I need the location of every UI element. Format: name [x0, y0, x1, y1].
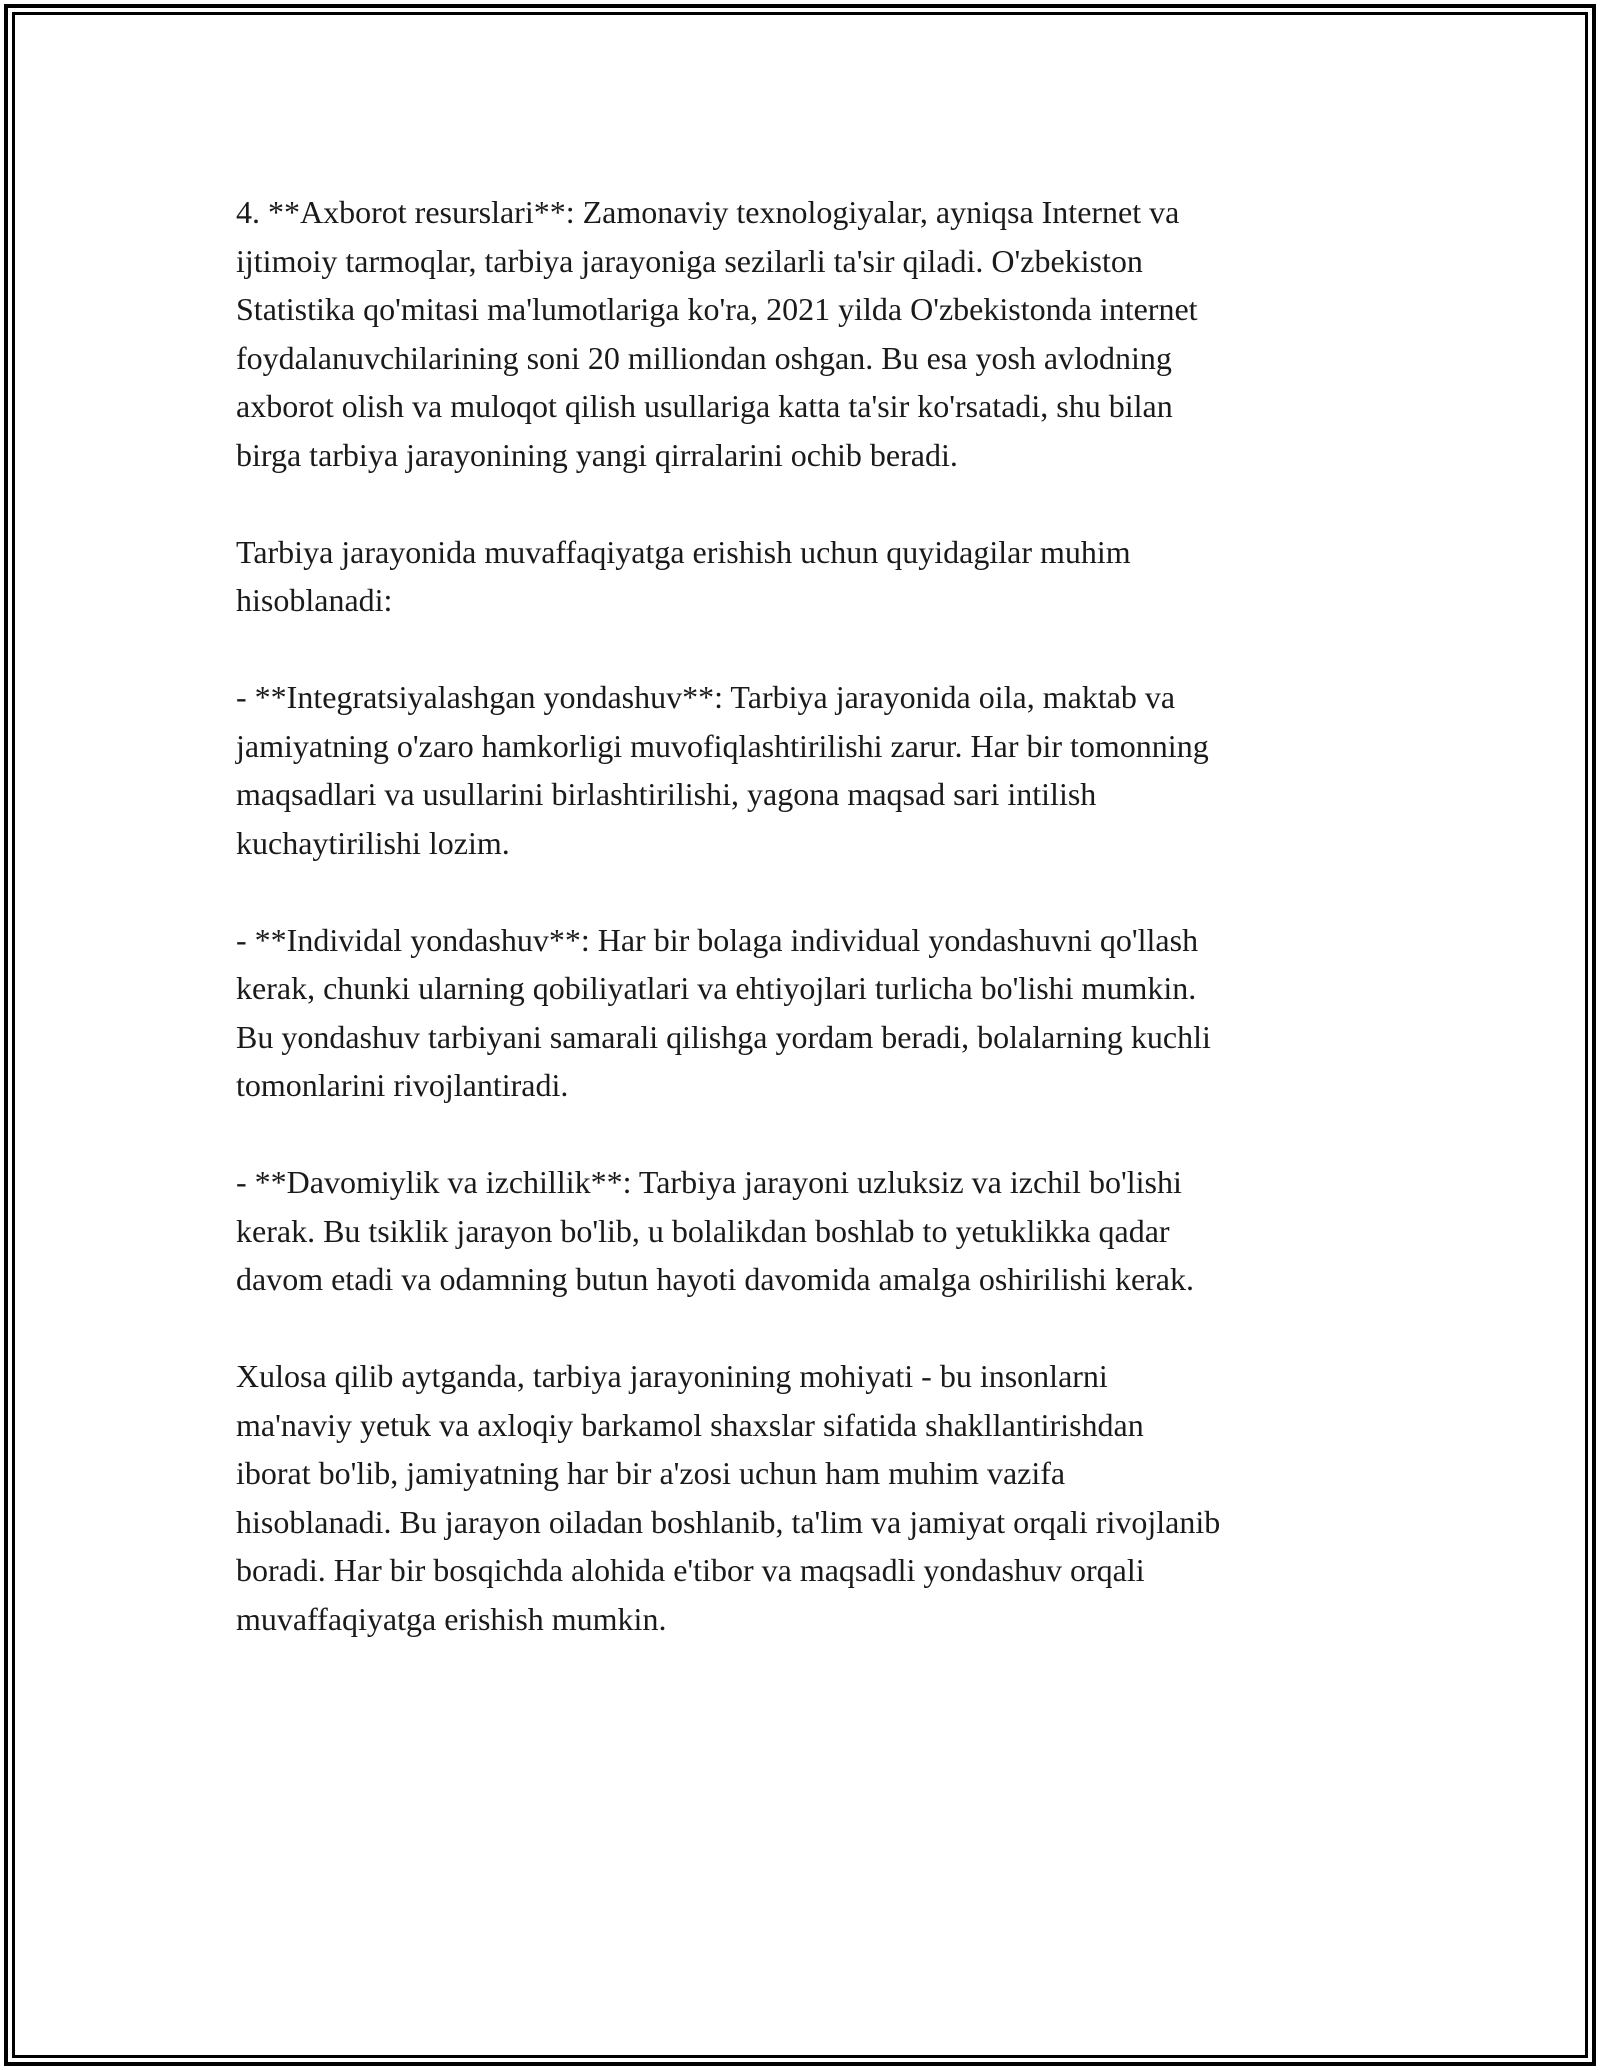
paragraph-muvaffaqiyat-intro: Tarbiya jarayonida muvaffaqiyatga erishish uchun quyidagilar muhim hisoblanadi: — [236, 533, 1131, 618]
paragraph-axborot-resurslari: 4. **Axborot resurslari**: Zamonaviy texnologiyalar, ayniqsa Internet va ijtimoiy tarmoqlar, tarbiya jarayoniga sezilarli ta'sir qiladi. O'zbekiston Statistika qo'mitasi ma'lumotlariga ko'ra, 2021 yilda O'zbekistonda internet foydalanuvchilarining soni 20 milliondan oshgan. Bu esa yosh avlodning axborot olish va muloqot qilish usullariga katta ta'sir ko'rsatadi, shu bilan birga tarbiya jarayonining yangi qirralarini ochib beradi. — [236, 194, 1198, 473]
paragraph-xulosa: Xulosa qilib aytganda, tarbiya jarayonining mohiyati - bu insonlarni ma'naviy yetuk va axloqiy barkamol shaxslar sifatida shakllantirishdan iborat bo'lib, jamiyatning har bir a'zosi uchun ham muhim vazifa hisoblanadi. Bu jarayon oiladan boshlanib, ta'lim va jamiyat orqali rivojlanib boradi. Har bir bosqichda alohida e'tibor va maqsadli yondashuv orqali muvaffaqiyatga erishish mumkin. — [236, 1358, 1221, 1637]
paragraph-davomiylik-izchillik: - **Davomiylik va izchillik**: Tarbiya jarayoni uzluksiz va izchil bo'lishi kerak. Bu tsiklik jarayon bo'lib, u bolalikdan boshlab to yetuklikka qadar davom etadi va odamning butun hayoti davomida amalga oshirilishi kerak. — [236, 1164, 1194, 1297]
document-body — [236, 188, 1366, 1692]
paragraph-individal-yondashuv: - **Individal yondashuv**: Har bir bolaga individual yondashuvni qo'llash kerak, chunki ularning qobiliyatlari va ehtiyojlari turlicha bo'lishi mumkin. Bu yondashuv tarbiyani samarali qilishga yordam beradi, bolalarning kuchli tomonlarini rivojlantiradi. — [236, 921, 1211, 1103]
paragraph-integratsiyalashgan-yondashuv: - **Integratsiyalashgan yondashuv**: Tarbiya jarayonida oila, maktab va jamiyatning o'zaro hamkorligi muvofiqlashtirilishi zarur. Har bir tomonning maqsadlari va usullarini birlashtirilishi, yagona maqsad sari intilish kuchaytirilishi lozim. — [236, 679, 1209, 861]
